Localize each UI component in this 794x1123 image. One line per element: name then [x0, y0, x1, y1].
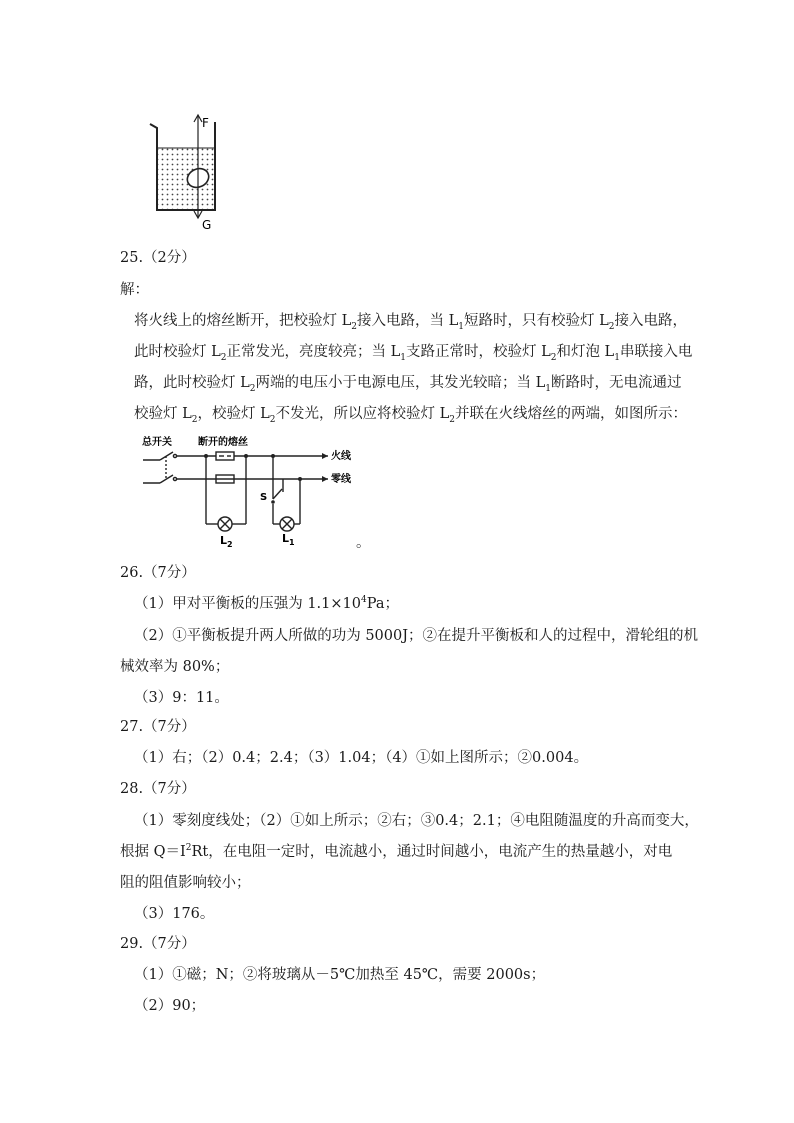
live-wire-label: 火线: [331, 451, 351, 462]
q25-solution-label: 解：: [120, 282, 149, 298]
lamp-l1: [280, 517, 294, 531]
switch-contact: [271, 500, 275, 504]
junction-1: [204, 454, 208, 458]
beaker: [150, 122, 215, 210]
q26-line-2: （2）①平衡板提升两人所做的功为 5000J；②在提升平衡板和人的过程中，滑轮组的机: [134, 628, 699, 644]
q25-line-2: 此时校验灯 $L_2$正常发光，亮度较亮；当 $L_1$支路正常时，校验灯 $L_2$和灯泡 $L_1$串联接入电: [134, 344, 693, 363]
q27-header: 27.（7分）: [120, 719, 196, 735]
label-f: F: [202, 116, 209, 130]
q29-header: 29.（7分）: [120, 936, 196, 952]
q28-line-2: 根据 $Q=I^2Rt$，在电阻一定时，电流越小，通过时间越小，电流产生的热量越小，对电: [120, 843, 673, 860]
q28-header: 28.（7分）: [120, 781, 196, 797]
beaker-force-figure: [145, 112, 225, 234]
junction-3: [271, 454, 275, 458]
junction-2: [244, 454, 248, 458]
q25-line-3: 路，此时校验灯 $L_2$两端的电压小于电源电压，其发光较暗；当 $L_1$断路时，无电流通过: [134, 375, 682, 394]
junction-4: [298, 477, 302, 481]
lamp-l2: [218, 517, 232, 531]
label-g: G: [202, 218, 212, 232]
main-switch: [143, 452, 177, 483]
q28-line-4: （3）176。: [134, 906, 215, 922]
live-arrow: [322, 453, 328, 459]
broken-fuse: [216, 452, 234, 460]
q25-header: 25.（2分）: [120, 250, 196, 266]
broken-fuse-label: 断开的熔丝: [198, 437, 248, 448]
lamp-l2-label: $L_2$: [220, 534, 233, 547]
neutral-wire-label: 零线: [331, 474, 351, 485]
q28-line-1: （1）零刻度线处；（2）①如上所示；②右；③0.4；2.1；④电阻随温度的升高而变大，: [134, 813, 699, 829]
main-switch-label: 总开关: [142, 437, 172, 448]
q29-line-2: （2）90；: [134, 998, 206, 1014]
q25-line-1: 将火线上的熔丝断开，把校验灯 $L_2$接入电路，当 $L_1$短路时，只有校验灯 $L_2$接入电路，: [134, 313, 687, 332]
q26-line-3: 械效率为 80%；: [120, 659, 230, 675]
lamp-l1-label: $L_1$: [282, 532, 295, 547]
q29-line-1: （1）①磁；N；②将玻璃从－5℃加热至 45℃，需要 2000s；: [134, 967, 546, 983]
lamp-l2-branch: [206, 456, 246, 524]
switch-label: S: [260, 492, 268, 503]
q26-line-1: （1）甲对平衡板的压强为 $1.1\times 10^4Pa$；: [134, 595, 399, 612]
q27-line-1: （1）右；（2）0.4；2.4；（3）1.04；（4）①如上图所示；②0.004。: [134, 750, 589, 766]
q26-header: 26.（7分）: [120, 565, 196, 581]
circuit-diagram: [140, 432, 365, 547]
lamp-l1-branch: [273, 456, 300, 524]
q25-end-mark: 。: [356, 535, 371, 551]
q28-line-3: 阻的阻值影响较小；: [120, 875, 251, 891]
q25-line-4: 校验灯 $L_2$，校验灯 $L_2$不发光，所以应将校验灯 $L_2$并联在火线熔丝的两端，如图所示：: [134, 406, 687, 425]
neutral-arrow: [322, 476, 328, 482]
q26-line-4: （3）9：11。: [134, 690, 229, 706]
